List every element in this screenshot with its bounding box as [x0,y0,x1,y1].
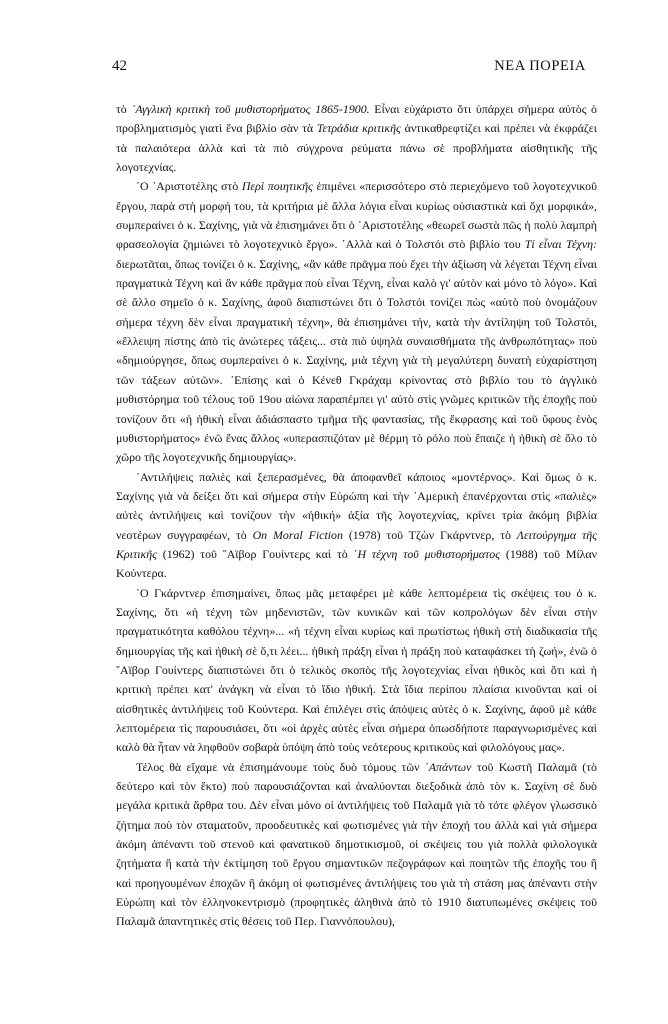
text-run: τὸ [116,102,132,116]
running-head [90,58,614,80]
italic-title: ῾Απάντων [424,759,472,774]
text-run: ᾿Αντιλήψεις παλιὲς καὶ ξεπερασμένες, θὰ ἀποφανθεῖ κάποιος «μοντέρνος». Καὶ ὅμως ὁ κ. Σαχίνης γιὰ νὰ δείξει ὅτι καὶ σήμερα στὴν Εὐρώπη καὶ τὴν ᾿Αμερικὴ ἐπανέρχονται στὶς «παλιὲς» αὐτὲς ἀντιλήψεις καὶ τονίζουν τὴν «ἠθική» ἀξία τῆς λογοτεχνίας, κρίνει τρία ἀκόμη βιβλία νεοτέρων συγγραφέων, τὸ [116,469,597,542]
italic-title: ῾Η τέχνη τοῦ μυθιστορήματος [353,546,501,561]
text-run: Εἶναι εὐχάριστο ὅτι ὑπάρχει σήμερα αὐτὸς ὁ προβληματισμὸς γιατὶ ἕνα βιβλίο σὰν τὰ [116,102,598,136]
italic-title: Τετράδια κριτικῆς [316,121,401,136]
text-run: ἀντικαθρεφτίζει καὶ πρέπει νὰ ἐκφράζει τὰ παλαιότερα ἀλλὰ καὶ τὰ πιὸ σύγχρονα ρεύματα πάνω σὲ προβλήματα αἰσθητικῆς τῆς λογοτεχνίας. [116,121,597,175]
text-run: Τέλος θὰ εἴχαμε νὰ ἐπισημάνουμε τοὺς δυὸ τόμους τῶν [136,759,425,774]
paragraph-2 [116,177,597,467]
paragraph-3 [116,468,597,584]
text-run: διερωτᾶται, ὅπως τονίζει ὁ κ. Σαχίνης, «ἂν κάθε πρᾶγμα ποὺ ἔχει τὴν ἀξίωση νὰ λέγεται Τέχνη εἶναι πραγματικὰ Τέχνη καὶ ἂν κάθε πρᾶγμα ποὺ εἶναι Τέχνη, εἶναι καλὸ γι' αὐτὸν καὶ μόνο τὸ λόγο». Καὶ σὲ ἄλλο σημεῖο ὁ κ. Σαχίνης, ἀφοῦ διαπιστώνει ὅτι ὁ Τολστόι τονίζει πὼς «αὐτὸ ποὺ ὀνομάζουν σήμερα τέχνη δὲν εἶναι πραγματικὴ τέχνη», θὰ ἐπισημάνει τήν, κατὰ τὴν ἀντίληψη τοῦ Τολστόι, «ἔλλειψη πίστης ἀπὸ τὶς ἀνώτερες τάξεις... στὰ πιὸ ὑψηλὰ συναισθήματα τῆς ἀνθρωπότητας» ποὺ «δημιούργησε, ὅπως συμπεραίνει ὁ κ. Σαχίνης, μιὰ τέχνη γιὰ τὴ μεγαλύτερη δυνατὴ εὐχαρίστηση τῶν τάξεων αὐτῶν». ᾿Επίσης καὶ ὁ Κένεθ Γκράχαμ κρίνοντας στὸ βιβλίο του τὸ ἀγγλικὸ μυθιστόρημα τοῦ τέλους τοῦ 19ου αἰώνα παραπέμπει γι' αὐτὸ στὶς γνῶμες κριτικῶν τῆς ἐποχῆς ποὺ τονίζουν ὅτι «ἡ ἠθικὴ εἶναι ἀδιάσπαστο τμῆμα τῆς φαντασίας, τῆς ἔκφρασης καὶ τοῦ ὕφους ἑνὸς μυθιστορήματος» ἐνῶ ἕνας ἄλλος «υπερασπιζόταν μὲ θέρμη τὸ ρόλο ποὺ ἔπαιζε ἡ ἠθικὴ σὲ ὅλο τὸ χῶρο τῆς λογοτεχνικῆς δημιουργίας». [116,256,597,465]
article-body [116,100,597,932]
text-run: (1962) τοῦ ῎Αϊβορ Γουίντερς καὶ τὸ [156,546,354,561]
journal-name: ΝΕΑ ΠΟΡΕΙΑ [494,58,586,74]
italic-title: Λειτούργημα τῆς Κριτικῆς [116,527,597,561]
paragraph-1 [116,100,597,177]
text-run: (1978) τοῦ Τζὼν Γκάρντνερ, τὸ [342,527,517,542]
text-run: τοῦ Κωστῆ Παλαμᾶ (τὸ δεύτερο καὶ τὸν ἕκτο) ποὺ παρουσιάζονται καὶ ἀναλύονται διεξοδικὰ ἀπὸ τὸν κ. Σαχίνη σὲ δυὸ μεγάλα κριτικὰ ἄρθρα του. Δὲν εἶναι μόνο οἱ ἀντιλήψεις τοῦ Παλαμᾶ γιὰ τὸ τότε φλέγον γλωσσικὸ ζήτημα ποὺ τὸν σταματοῦν, προοδευτικὲς καὶ φωτισμένες γιὰ τὴν ἐποχή του ἀλλὰ καὶ γιὰ σήμερα ἀκόμη ἀπέναντι τοῦ στενοῦ καὶ φανατικοῦ δημοτικισμοῦ, οἱ σκέψεις του γιὰ πολλὰ φιλολογικὰ ζητήματα ἢ κατὰ τὴν ἐκτίμηση τοῦ ἔργου σημαντικῶν πεζογράφων καὶ ποιητῶν τῆς ἐποχῆς του ἢ καὶ προηγουμένων ἐποχῶν ἢ ἀκόμη οἱ φωτισμένες ἀντιλήψεις του γιὰ τὴ στάση μας ἀπέναντι στὴν Εὐρώπη καὶ τὸν ἑλληνοκεντρισμὸ (προφητικὲς ἀληθινὰ ἀπὸ τὸ 1910 διατυπωμένες σκέψεις τοῦ Παλαμᾶ ἀπαντητικὲς στὶς θέσεις τοῦ Περ. Γιαννόπουλου), [116,759,597,929]
italic-title: Περὶ ποιητικῆς [241,179,313,194]
paragraph-4 [116,584,597,758]
italic-title: On Moral Fiction [252,527,343,542]
italic-title: Τί εἶναι Τέχνη: [524,237,597,252]
page-number: 42 [112,58,127,74]
text-run: ῾Ο Γκάρντνερ ἐπισημαίνει, ὅπως μᾶς μεταφέρει μὲ κάθε λεπτομέρεια τὶς σκέψεις του ὁ κ. Σαχίνης, ὅτι «ἡ τέχνη τῶν μηδενιστῶν, τῶν κυνικῶν καὶ τῶν κοπρολόγων δὲν εἶναι στὴν πραγματικότητα καθόλου τέχνη»... «ἡ τέχνη εἶναι κυρίως καὶ πρωτίστως ἠθικὴ στὴ διαδικασία τῆς δημιουργίας τῆς καὶ ἠθικὴ σὲ ὅ,τι λέει... ἠθικὴ πράξη εἶναι ἡ πράξη ποὺ καταφάσκει τὴ ζωή», ἐνῶ ὁ ῎Αϊβορ Γουίντερς διαπιστώνει ὅτι ὁ τελικὸς σκοπὸς τῆς λογοτεχνίας εἶναι ἠθικὸς καὶ ὅτι καὶ ἡ κριτικὴ πρέπει κατ' ἀνάγκη νὰ εἶναι τὸ ἴδιο ἠθική. Στὰ ἴδια περίπου πλαίσια κινοῦνται καὶ οἱ αἰσθητικὲς ἀντιλήψεις τοῦ Κούντερα. Καὶ ἐπιλέγει στὶς ἀπόψεις αὐτὲς ὁ κ. Σαχίνης, ἀφοῦ μὲ κάθε λεπτομέρεια τὶς παρουσιάσει, ὅτι «οἱ ἀρχὲς αὐτὲς εἶναι σήμερα ὁπωσδήποτε παραγνωρισμένες καὶ καλὸ θὰ ἦταν νὰ ληφθοῦν σοβαρὰ ὑπόψη ἀπὸ τοὺς νεότερους κριτικοὺς καὶ φιλολόγους μας». [116,585,597,755]
text-run: (1988) τοῦ Μίλαν Κούντερα. [116,546,598,581]
text-run: ῾Ο ᾿Αριστοτέλης στὸ [136,179,242,194]
italic-title: ᾿Αγγλικὴ κριτικὴ τοῦ μυθιστορήματος 1865-1900. [131,102,370,116]
text-run: ἐπιμένει «περισσότερο στὸ περιεχόμενο τοῦ λογοτεχνικοῦ ἔργου, παρὰ στὴ μορφή του, τὰ κριτήρια μὲ ἄλλα λόγια εἶναι κυρίως οὐσιαστικὰ καὶ ὄχι μορφικά», συμπεραίνει ὁ κ. Σαχίνης, γιὰ νὰ ἐπισημάνει ὅτι ὁ ᾿Αριστοτέλης «θεωρεῖ σωστὰ πῶς ἡ πολὺ λαμπρὴ φρασεολογία ζημιώνει τὸ λογοτεχνικὸ ἔργο». ᾿Αλλὰ καὶ ὁ Τολστόι στὸ βιβλίο του [116,179,597,252]
paragraph-5 [116,758,597,932]
